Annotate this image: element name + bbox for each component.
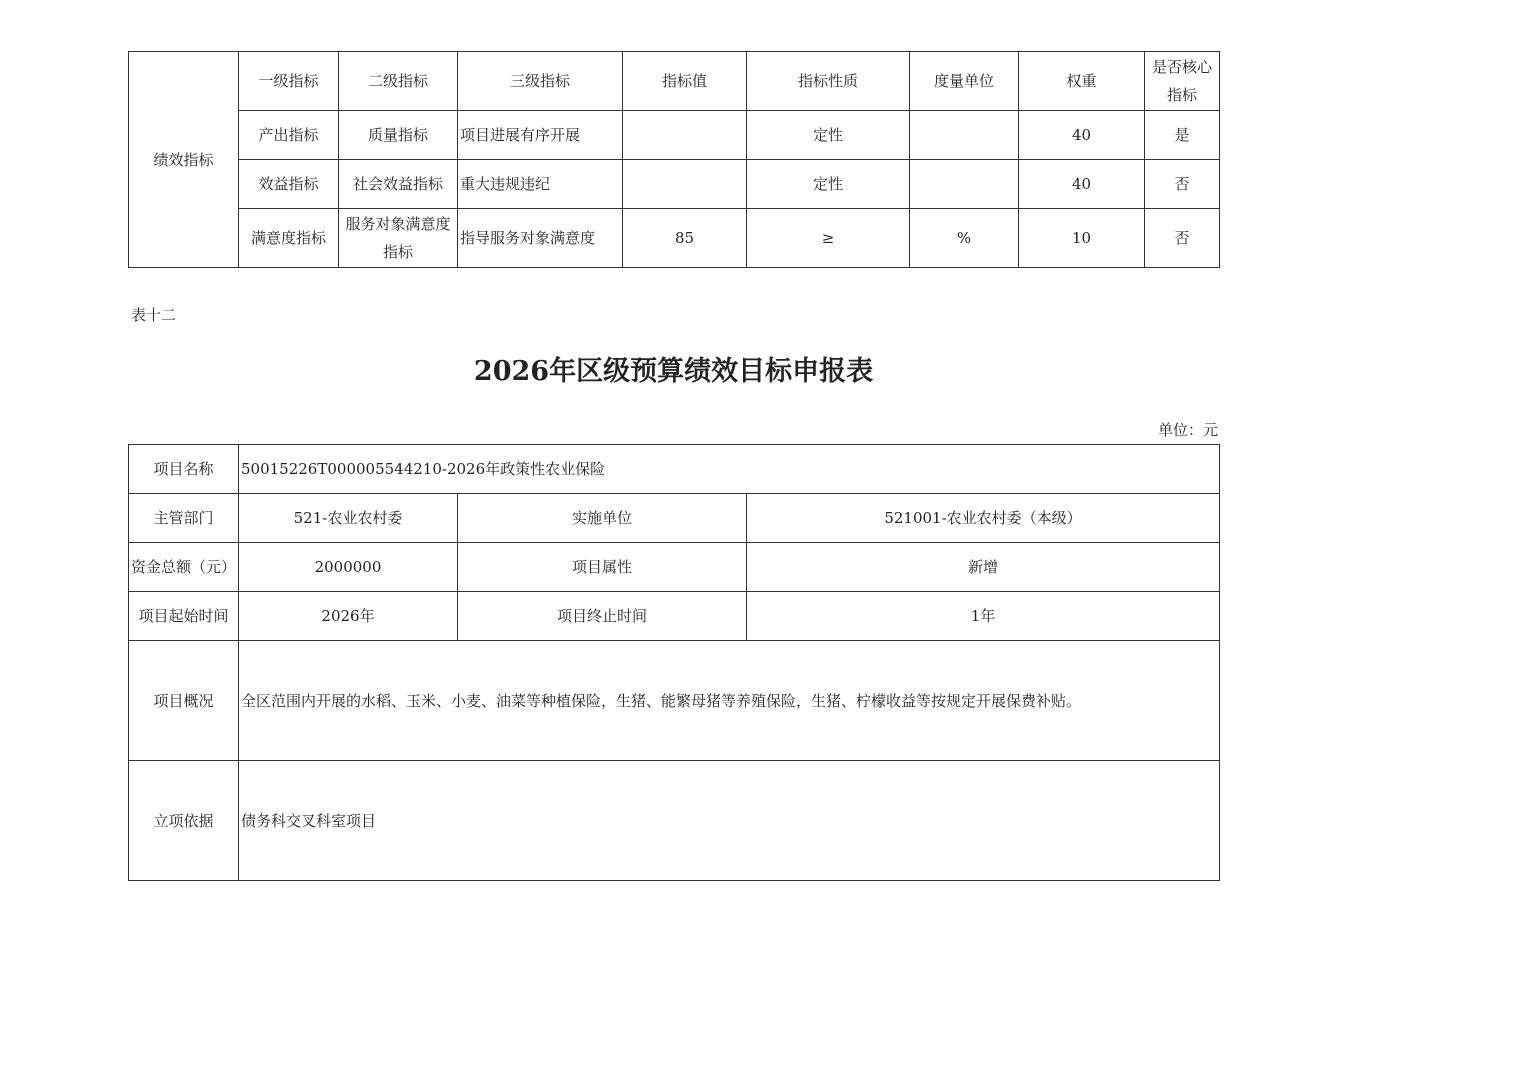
- table-cell: 效益指标: [239, 160, 339, 209]
- start-value: 2026年: [239, 592, 458, 641]
- dept-label: 主管部门: [129, 494, 239, 543]
- header-cell: 指标值: [623, 52, 747, 111]
- table-number: 表十二: [131, 306, 177, 324]
- table-row: [129, 445, 1220, 494]
- project-info-table: [128, 444, 1220, 881]
- impl-value: 521001-农业农村委（本级）: [747, 494, 1220, 543]
- project-name-label: 项目名称: [129, 445, 239, 494]
- table-row: [129, 641, 1220, 761]
- header-cell: 度量单位: [910, 52, 1019, 111]
- table-cell: 否: [1145, 209, 1220, 268]
- table-cell: 10: [1019, 209, 1145, 268]
- table-row: [129, 494, 1220, 543]
- table-cell: 是: [1145, 111, 1220, 160]
- table-cell: 质量指标: [339, 111, 458, 160]
- table-cell: [623, 111, 747, 160]
- table-row: [129, 111, 1220, 160]
- impl-label: 实施单位: [458, 494, 747, 543]
- table-cell: 85: [623, 209, 747, 268]
- project-name-value: 50015226T000005544210-2026年政策性农业保险: [239, 445, 1220, 494]
- table-cell: 项目进展有序开展: [458, 111, 623, 160]
- section-label: 绩效指标: [129, 52, 239, 268]
- table-header-row: [129, 52, 1220, 111]
- table-cell: [910, 160, 1019, 209]
- start-label: 项目起始时间: [129, 592, 239, 641]
- page-title: 2026年区级预算绩效目标申报表: [473, 356, 874, 387]
- basis-label: 立项依据: [129, 761, 239, 881]
- overview-value: 全区范围内开展的水稻、玉米、小麦、油菜等种植保险，生猪、能繁母猪等养殖保险，生猪、柠檬收益等按规定开展保费补贴。: [239, 641, 1220, 761]
- attr-label: 项目属性: [458, 543, 747, 592]
- header-cell: 二级指标: [339, 52, 458, 111]
- table-cell: 社会效益指标: [339, 160, 458, 209]
- performance-indicator-table: [128, 51, 1220, 268]
- end-value: 1年: [747, 592, 1220, 641]
- table-cell: %: [910, 209, 1019, 268]
- overview-label: 项目概况: [129, 641, 239, 761]
- fund-value: 2000000: [239, 543, 458, 592]
- table-row: [129, 543, 1220, 592]
- table-cell: 定性: [747, 111, 910, 160]
- end-label: 项目终止时间: [458, 592, 747, 641]
- header-cell: 三级指标: [458, 52, 623, 111]
- table-cell: 定性: [747, 160, 910, 209]
- header-cell: 一级指标: [239, 52, 339, 111]
- table-cell: 重大违规违纪: [458, 160, 623, 209]
- table-cell: 满意度指标: [239, 209, 339, 268]
- table-row: [129, 761, 1220, 881]
- table-row: [129, 209, 1220, 268]
- table-cell: [910, 111, 1019, 160]
- header-cell: 权重: [1019, 52, 1145, 111]
- header-cell: 指标性质: [747, 52, 910, 111]
- attr-value: 新增: [747, 543, 1220, 592]
- table-row: [129, 592, 1220, 641]
- table-cell: 产出指标: [239, 111, 339, 160]
- header-cell: 是否核心 指标: [1145, 52, 1220, 111]
- table-row: [129, 160, 1220, 209]
- basis-value: 债务科交叉科室项目: [239, 761, 1220, 881]
- table-cell: [623, 160, 747, 209]
- table-cell: 否: [1145, 160, 1220, 209]
- table-cell: 40: [1019, 111, 1145, 160]
- unit-label: 单位：元: [1157, 421, 1218, 439]
- fund-label: 资金总额（元）: [129, 543, 239, 592]
- dept-value: 521-农业农村委: [239, 494, 458, 543]
- table-cell: 指导服务对象满意度: [458, 209, 623, 268]
- table-cell: 服务对象满意度指标: [339, 209, 458, 268]
- table-cell: 40: [1019, 160, 1145, 209]
- table-cell: ≥: [747, 209, 910, 268]
